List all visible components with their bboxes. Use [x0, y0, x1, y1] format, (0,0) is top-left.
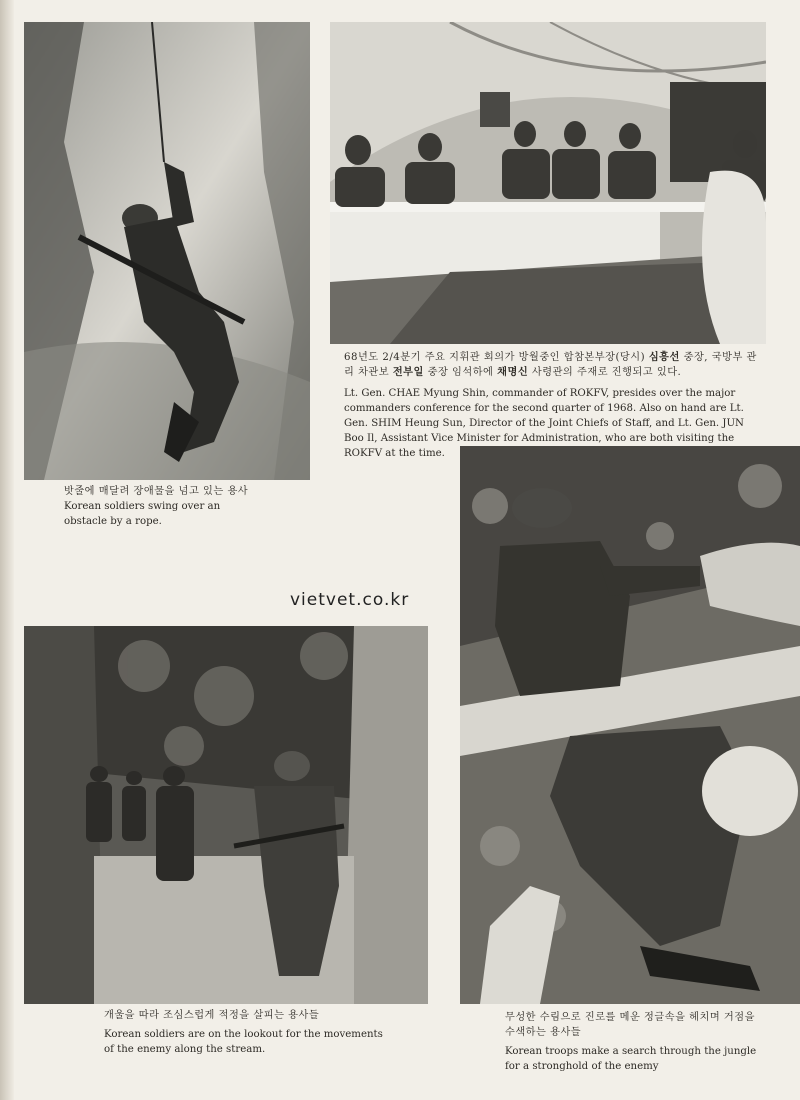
caption-conference-ko-name-shim: 심흥선 — [648, 351, 680, 363]
photo-stream-patrol — [24, 626, 428, 1004]
page-binding-shadow — [0, 0, 14, 1100]
caption-conference-ko-part2: 중장, 국방부 관리 차관보 — [344, 352, 757, 378]
photo-rope-swing — [24, 22, 310, 480]
photo-conference — [330, 22, 766, 344]
photo-conference-image — [330, 22, 766, 344]
caption-conference-ko-name-jun: 전부일 — [392, 366, 424, 378]
caption-jungle — [505, 1010, 765, 1074]
caption-jungle-korean: 무성한 수림으로 진로를 메운 정글속을 헤치며 거점을 수색하는 용사들 — [505, 1012, 755, 1038]
caption-stream-korean: 개울을 따라 조심스럽게 적정을 살피는 용사들 — [104, 1010, 320, 1021]
caption-rope-swing — [64, 484, 264, 529]
caption-conference-ko-part1: 68년도 2/4분기 주요 지휘관 회의가 방월중인 합참본부장(당시) — [344, 352, 649, 363]
photo-jungle-search — [460, 446, 800, 1004]
caption-jungle-english: Korean troops make a search through the jungle for a stronghold of the enemy — [505, 1046, 757, 1072]
photo-stream-image — [24, 626, 428, 1004]
caption-stream-english: Korean soldiers are on the lookout for the movements of the enemy along the stream. — [104, 1029, 383, 1055]
caption-conference-ko-part4: 사령관의 주재로 진행되고 있다. — [528, 367, 682, 378]
caption-conference-english: Lt. Gen. CHAE Myung Shin, commander of ROKFV, presides over the major commanders conference for the second quarter of 1968. Also on hand are Lt. Gen. SHIM Heung Sun, Director of the Joint Chiefs of Staff, and Lt. Gen. JUN Boo Il, Assistant Vice Minister for Administration, who are both visiting the ROKFV at the time. — [344, 388, 744, 459]
caption-rope-english: Korean soldiers swing over an obstacle by a rope. — [64, 501, 221, 527]
caption-conference-ko-name-chae: 채명신 — [497, 366, 529, 378]
photo-rope-swing-image — [24, 22, 310, 480]
caption-rope-korean: 밧줄에 매달려 장애물을 넘고 있는 용사 — [64, 486, 249, 497]
caption-conference — [344, 350, 764, 461]
photo-jungle-image — [460, 446, 800, 1004]
caption-conference-korean — [344, 350, 764, 380]
watermark: vietvet.co.kr — [290, 590, 410, 610]
caption-stream — [104, 1008, 384, 1057]
caption-conference-ko-part3: 중장 임석하에 — [423, 367, 498, 378]
